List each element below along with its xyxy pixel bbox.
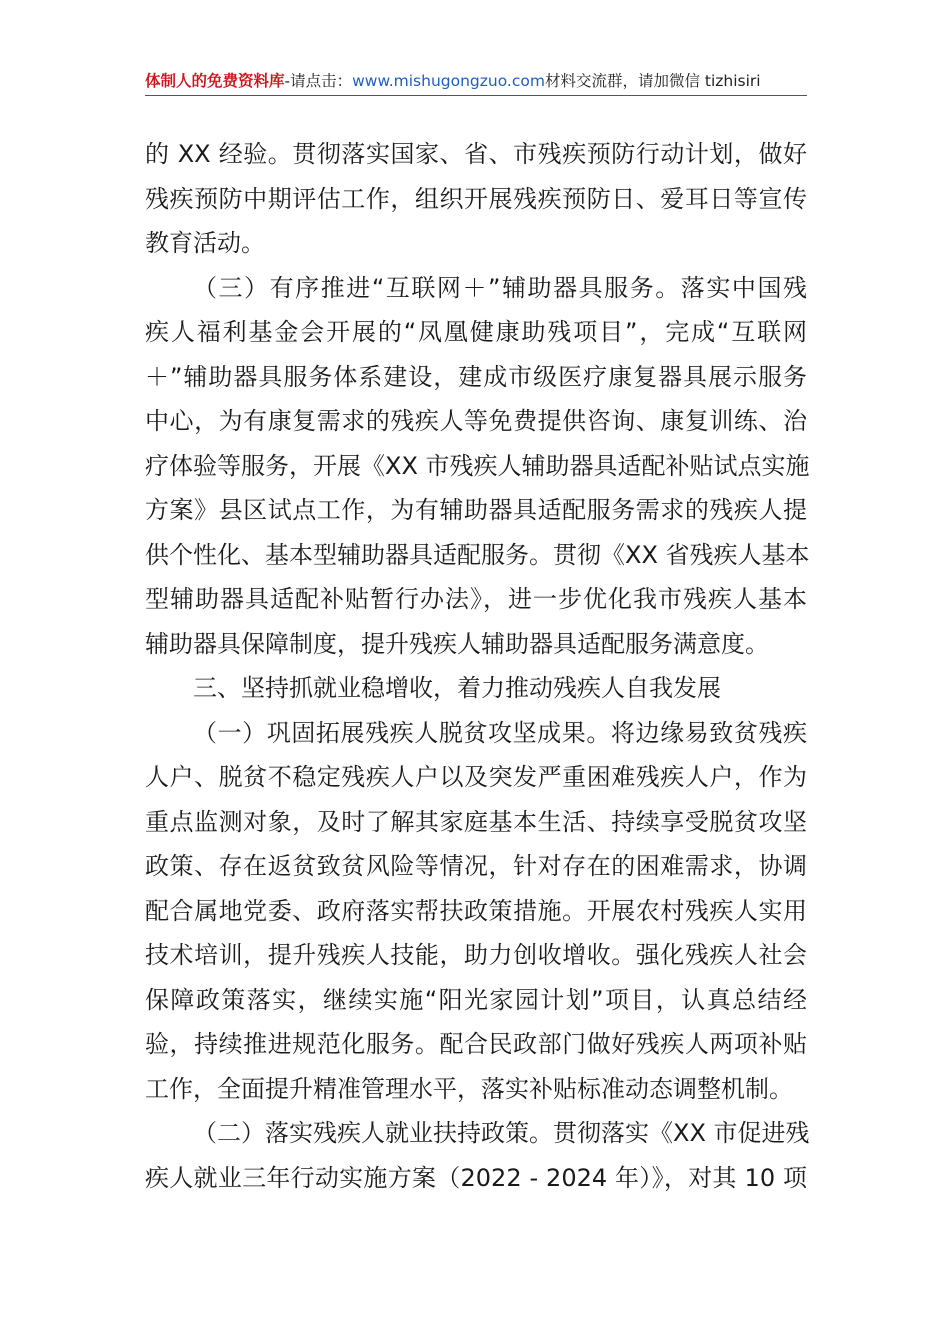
text-line: 政策、存在返贫致贫风险等情况，针对存在的困难需求，协调 (145, 852, 807, 880)
text-line: 三、坚持抓就业稳增收，着力推动残疾人自我发展 (193, 674, 721, 702)
text-line: 方案》县区试点工作，为有辅助器具适配服务需求的残疾人提 (145, 496, 807, 524)
text-line: （三）有序推进“互联网＋”辅助器具服务。落实中国残 (193, 273, 807, 302)
header-divider (145, 95, 807, 96)
text-line: 供个性化、基本型辅助器具适配服务。贯彻《XX 省残疾人基本 (145, 540, 810, 569)
text-line: 保障政策落实，继续实施“阳光家园计划”项目，认真总结经 (145, 985, 807, 1014)
header-prompt: -请点击： (284, 72, 353, 90)
text-line: 重点监测对象，及时了解其家庭基本生活、持续享受脱贫攻坚 (145, 807, 807, 836)
text-line: 工作，全面提升精准管理水平，落实补贴标准动态调整机制。 (145, 1074, 793, 1103)
text-line: ＋”辅助器具服务体系建设，建成市级医疗康复器具展示服务 (145, 362, 807, 391)
text-line: 中心，为有康复需求的残疾人等免费提供咨询、康复训练、治 (145, 407, 807, 435)
text-line: 残疾预防中期评估工作，组织开展残疾预防日、爱耳日等宣传 (145, 184, 807, 213)
text-line: 技术培训，提升残疾人技能，助力创收增收。强化残疾人社会 (145, 941, 807, 969)
document-body (145, 132, 810, 1200)
text-line: 验，持续推进规范化服务。配合民政部门做好残疾人两项补贴 (145, 1030, 807, 1058)
text-line: 教育活动。 (145, 229, 265, 257)
text-line: 的 XX 经验。贯彻落实国家、省、市残疾预防行动计划，做好 (145, 140, 807, 168)
text-line: 疾人福利基金会开展的“凤凰健康助残项目”，完成“互联网 (145, 318, 807, 346)
text-line: 人户、脱贫不稳定残疾人户以及突发严重困难残疾人户，作为 (145, 763, 807, 791)
header-url-link[interactable]: www.mishugongzuo.com (352, 72, 545, 90)
text-line: 疗体验等服务，开展《XX 市残疾人辅助器具适配补贴试点实施 (145, 451, 810, 480)
page-header (145, 66, 807, 96)
text-line: 疾人就业三年行动实施方案（2022 - 2024 年）》，对其 10 项 (145, 1163, 807, 1192)
text-line: 配合属地党委、政府落实帮扶政策措施。开展农村残疾人实用 (145, 896, 807, 925)
text-line: 型辅助器具适配补贴暂行办法》，进一步优化我市残疾人基本 (145, 585, 807, 613)
text-line: （一）巩固拓展残疾人脱贫攻坚成果。将边缘易致贫残疾 (193, 718, 807, 747)
header-brand: 体制人的免费资料库 (145, 72, 285, 90)
text-line: 辅助器具保障制度，提升残疾人辅助器具适配服务满意度。 (145, 629, 769, 658)
text-line: （二）落实残疾人就业扶持政策。贯彻落实《XX 市促进残 (193, 1119, 810, 1147)
header-contact-text: 材料交流群，请加微信 tizhisiri (544, 72, 761, 90)
